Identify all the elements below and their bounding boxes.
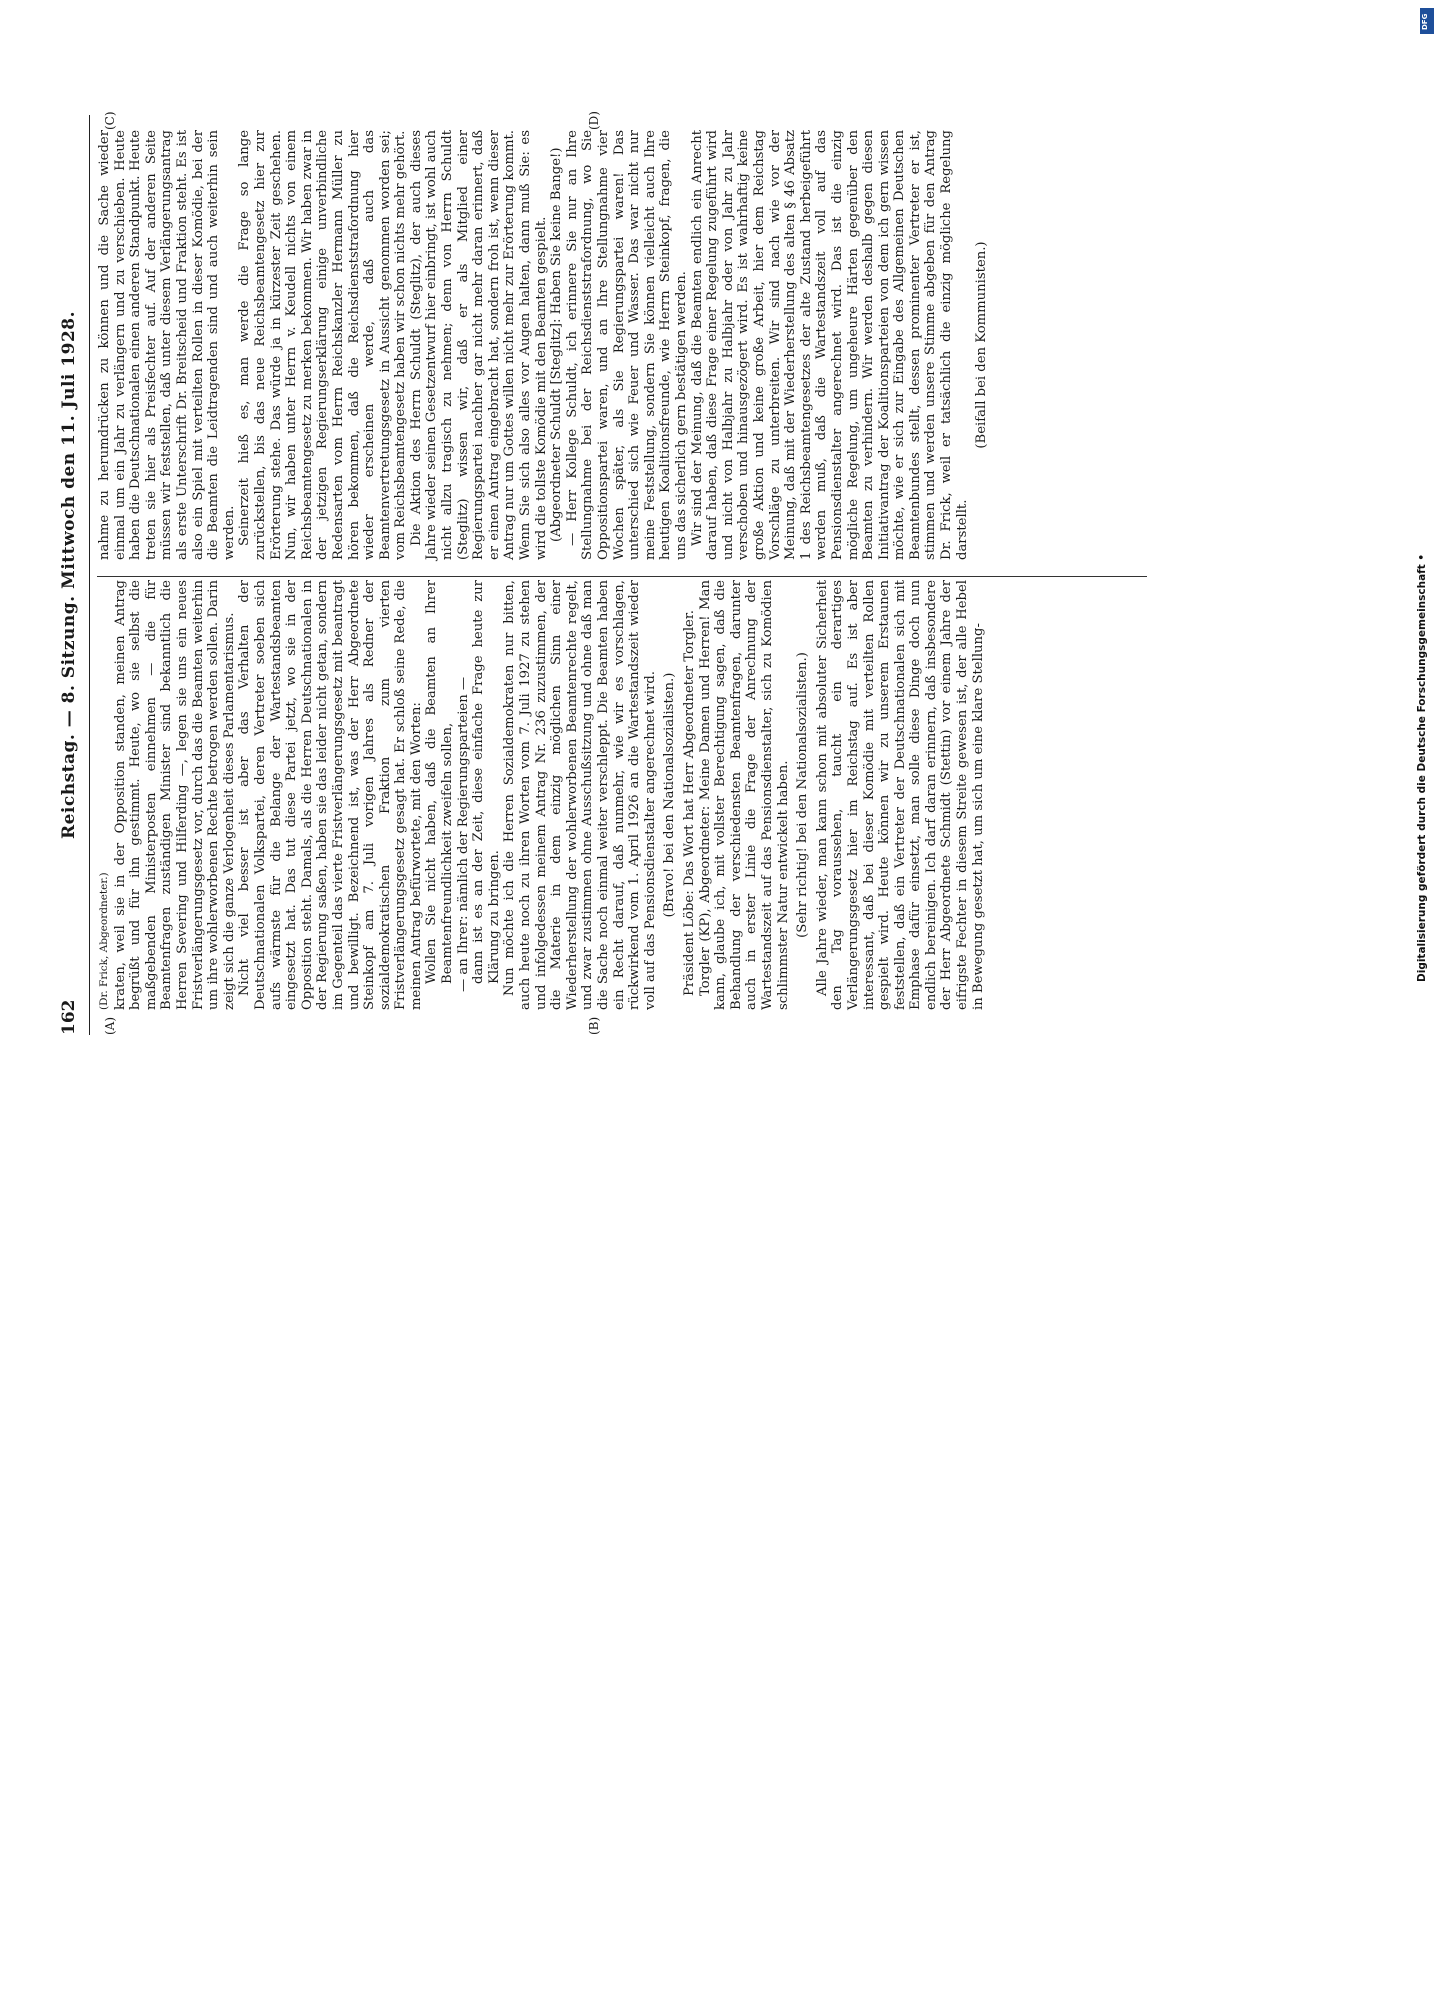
- credit-text: Digitalisierung gefördert durch die Deutsche Forschungsgemeinschaft •: [1416, 553, 1428, 982]
- right-column: [97, 130, 994, 560]
- page-header: [59, 115, 93, 1035]
- margin-marker-d: (D): [587, 111, 601, 130]
- margin-marker-b: (B): [587, 1016, 601, 1035]
- column-divider: [97, 576, 1147, 577]
- paragraph: — Herr Kollege Schuldt, ich erinnere Sie nur an Ihre Stellungnahme bei der Reichsdienststrafordnung, wo Sie Oppositionspartei waren, und an Ihre Stellungnahme vier Wochen später, als Sie Regierungspartei waren! Das unterschied sich wie Feuer und Wasser. Das war nicht nur meine Feststellung, sondern Sie können vielleicht auch Ihre heutigen Koalitionsfreunde, wie Herrn Steinkopf, fragen, die uns das sicherlich gern bestätigen werden.: [564, 130, 689, 560]
- paragraph: kraten, weil sie in der Opposition standen, meinen Antrag begrüßt und für ihn gestimmt. Heute, wo sie selbst die maßgebenden Ministerposten einnehmen — die für Beamtenfragen zuständigen Minister sind bekanntlich die Herren Severing und Hilferding —, legen sie uns ein neues Fristverlängerungsgesetz vor, durch das die Beamten weiterhin um ihre wohlerworbenen Rechte betrogen werden sollen. Darin zeigt sich die ganze Verlogenheit dieses Parlamentarismus.: [112, 580, 237, 1010]
- quotation: Wollen Sie nicht haben, daß die Beamten an Ihrer Beamtenfreundlichkeit zweifeln sollen,: [424, 580, 456, 984]
- paragraph: Wir sind der Meinung, daß die Beamten endlich ein Anrecht darauf haben, daß diese Frage einer Regelung zugeführt wird und nicht von Halbjahr zu Halbjahr oder von Jahr zu Jahr verschoben und hinausgezögert wird. Es ist wahrhaftig keine große Aktion und keine große Arbeit, hier dem Reichstag Vorschläge zu unterbreiten. Wir sind nach wie vor der Meinung, daß mit der Wiederherstellung des alten § 46 Absatz 1 des Reichsbeamtengesetzes der alte Zustand herbeigeführt werden muß, daß die Wartestandszeit voll auf das Pensionsdienstalter angerechnet wird. Das ist die einzig mögliche Regelung, um ungeheure Härten gegenüber den Beamten zu verhindern. Wir werden deshalb gegen diesen Initiativantrag der Koalitionsparteien von dem ich gern wissen möchte, wie er sich zur Eingabe des Allgemeinen Deutschen Beamtenbundes stellt, dessen prominenter Vertreter er ist, stimmen und werden unsere Stimme abgeben für den Antrag Dr. Frick, weil er tatsächlich die einzig mögliche Regelung darstellt.: [689, 130, 970, 560]
- paragraph: Nicht viel besser ist aber das Verhalten der Deutschnationalen Volkspartei, deren Vertreter soeben sich aufs wärmste für die Belange der Wartestandsbeamten eingesetzt hat. Das tut diese Partei jetzt, wo sie in der Opposition steht. Damals, als die Herren Deutschnationalen in der Regierung saßen, haben sie das leider nicht getan, sondern im Gegenteil das vierte Fristverlängerungsgesetz mit beantragt und bewilligt. Bezeichnend ist, was der Herr Abgeordnete Steinkopf am 7. Juli vorigen Jahres als Redner der sozialdemokratischen Fraktion zum vierten Fristverlängerungsgesetz gesagt hat. Er schloß seine Rede, die meinen Antrag befürwortete, mit den Worten:: [237, 580, 424, 1010]
- applause-note: (Bravo! bei den Nationalsozialisten.): [662, 672, 678, 918]
- paragraph: Nun möchte ich die Herren Sozialdemokraten nur bitten, auch heute noch zu ihren Worten vom 7. Juli 1927 zu stehen und infolgedessen meinem Antrag Nr. 236 zuzustimmen, der die Materie in dem einzig möglichen Sinn einer Wiederherstellung der wohlerworbenen Beamtenrechte regelt, und zwar zustimmen ohne Ausschußsitzung und ohne daß man die Sache noch einmal weiter verschleppt. Die Beamten haben ein Recht darauf, daß nunmehr, wie wir es vorschlagen, rückwirkend vom 1. April 1926 an die Wartestandszeit wieder voll auf das Pensionsdienstalter angerechnet wird.: [502, 580, 658, 1010]
- rotated-page-content: [59, 111, 1289, 1035]
- header-rule: [89, 115, 90, 1035]
- paragraph: Alle Jahre wieder, man kann schon mit absoluter Sicherheit den Tag voraussehen, taucht ein derartiges Verlängerungsgesetz hier im Reichstag auf. Es ist aber interessant, daß bei dieser Komödie mit verteilten Rollen gespielt wird. Heute können wir zu unserem Erstaunen feststellen, daß ein Vertreter der Deutschnationalen sich mit Emphase dafür einsetzt, man solle diese Dinge doch nun endlich bereinigen. Ich darf daran erinnern, daß insbesondere der Herr Abgeordnete Schmidt (Stettin) vor einem Jahre der eifrigste Fechter in diesem Streite gewesen ist, der alle Hebel in Bewegung gesetzt hat, um sich um eine klare Stellung-: [814, 580, 986, 1010]
- applause-note: (Beifall bei den Kommunisten.): [974, 241, 990, 449]
- paragraph: Seinerzeit hieß es, man werde die Frage so lange zurückstellen, bis das neue Reichsbeamtengesetz hier zur Erörterung stehe. Das würde ja in kürzester Zeit geschehen. Nun, wir haben unter Herrn v. Keudell nichts von einem Reichsbeamtengesetz zu merken bekommen. Wir haben zwar in der jetzigen Regierungserklärung einige unverbindliche Redensarten vom Herrn Reichskanzler Hermann Müller zu hören bekommen, daß die Reichsdienststrafordnung hier wieder erscheinen werde, daß auch das Beamtenvertretungsgesetz in Aussicht genommen worden sei; vom Reichsbeamtengesetz haben wir schon nichts mehr gehört.: [237, 130, 409, 560]
- document-page: [59, 111, 990, 2000]
- dfg-logo-text: DFG: [1421, 13, 1429, 30]
- left-column: [97, 580, 986, 1010]
- speaker-continued: (Dr. Frick, Abgeordneter.): [98, 872, 110, 1010]
- paragraph: Die Aktion des Herrn Schuldt (Steglitz), der auch dieses Jahre wieder seinen Gesetzentwurf hier einbringt, ist wohl auch nicht allzu tragisch zu nehmen; denn von Herrn Schuldt (Steglitz) wissen wir, daß er als Mitglied einer Regierungspartei nachher gar nicht mehr daran erinnert, daß er einen Antrag eingebracht hat, sondern froh ist, wenn dieser Antrag nur um Gottes willen nicht mehr zur Erörterung kommt. Wenn Sie sich also alles vor Augen halten, dann muß Sie: es wird die tollste Komödie mit den Beamten gespielt.: [408, 130, 549, 560]
- dfg-logo: [1420, 8, 1434, 34]
- page-number: 162: [59, 999, 79, 1035]
- interjection: (Sehr richtig! bei den Nationalsozialisten.): [795, 652, 811, 938]
- digitization-credit: [1412, 10, 1434, 990]
- margin-marker-c: (C): [103, 111, 117, 130]
- president-remark: Präsident Löbe: Das Wort hat Herr Abgeordneter Torgler.: [681, 610, 697, 996]
- quotation: dann ist es an der Zeit, diese einfache Frage heute zur Klärung zu bringen.: [471, 580, 502, 984]
- paragraph: nahme zu herumdrücken zu können und die Sache wieder einmal um ein Jahr zu verlängern und zu verschieben. Heute haben die Deutschnationalen einen anderen Standpunkt. Heute treten sie hier als Preisfechter auf. Auf der anderen Seite müssen wir feststellen, daß unter diesem Verlängerungsantrag als erste Unterschrift Dr. Breitscheid und Fraktion steht. Es ist also ein Spiel mit verteilten Rollen in dieser Komödie, bei der die Beamten die Leidtragenden sind und auch weiterhin sein werden.: [97, 130, 237, 560]
- running-head: Reichstag. — 8. Sitzung. Mittwoch den 11. Juli 1928.: [59, 310, 79, 840]
- margin-marker-a: (A): [103, 1016, 117, 1035]
- paragraph: Torgler (KP), Abgeordneter: Meine Damen und Herren! Man kann, glaube ich, mit vollster Berechtigung sagen, daß die Behandlung der verschiedensten Beamtenfragen, darunter auch in erster Linie die Frage der Anrechnung der Wartestandszeit auf das Pensionsdienstalter, sich zu Komödien schlimmster Natur entwickelt haben.: [697, 580, 791, 1010]
- interjection: — an Ihrer: nämlich der Regierungsparteien —: [455, 676, 471, 992]
- interjection: (Abgeordneter Schuldt [Steglitz]: Haben Sie keine Bange!): [549, 147, 565, 542]
